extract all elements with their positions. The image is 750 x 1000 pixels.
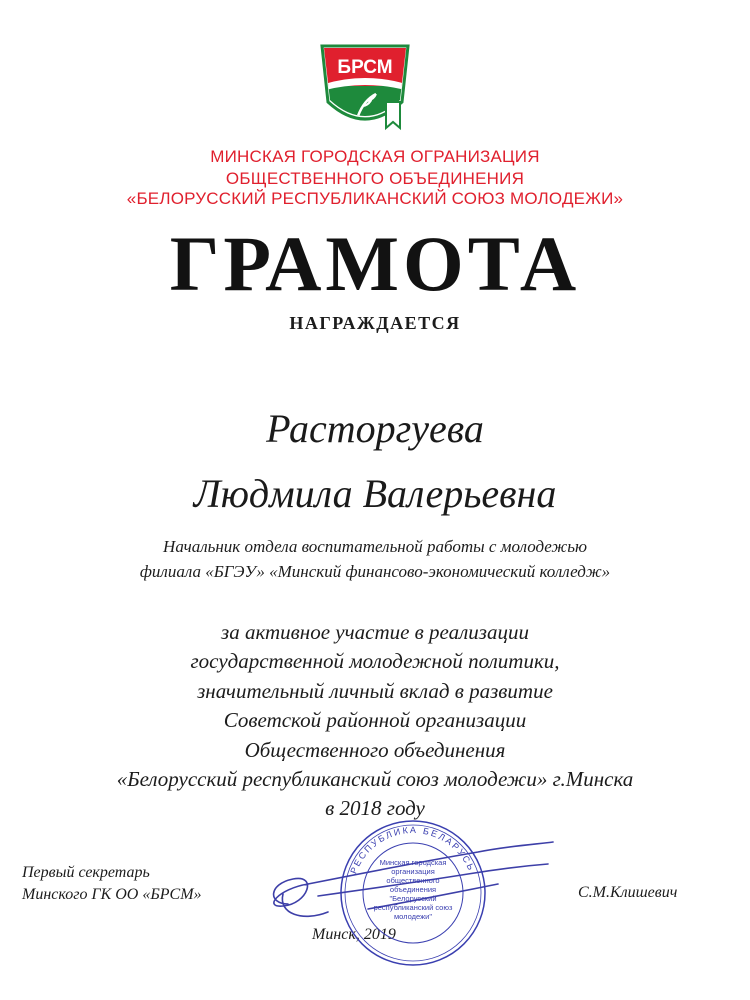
recipient-given-name: Людмила Валерьевна [193, 471, 557, 516]
stamp-center-text: Минская городская организация общественного объединения "Белорусский республиканский союз молодежи" [373, 858, 453, 921]
signatory-title-line-2: Минского ГК ОО «БРСМ» [22, 886, 202, 903]
organization-line-1: МИНСКАЯ ГОРОДСКАЯ ОГРАНИЗАЦИЯ [210, 147, 540, 166]
reason-line: Общественного объединения [244, 738, 506, 762]
recipient-surname: Расторгуева [266, 406, 484, 451]
signatory-title-line-1: Первый секретарь [22, 864, 150, 881]
reason-line: государственной молодежной политики, [190, 649, 560, 673]
reason-line: «Белорусский республиканский союз молодежи» г.Минска [116, 767, 634, 791]
recipient-position-line-1: Начальник отдела воспитательной работы с молодежью [163, 537, 587, 556]
reason-line: в 2018 году [325, 796, 425, 820]
reason-line: значительный личный вклад в развитие [197, 679, 553, 703]
logo-text: БРСМ [337, 57, 393, 78]
certificate-title: ГРАМОТА [169, 220, 581, 307]
brsm-emblem-icon [318, 40, 412, 136]
signatory-name: С.М.Клишевич [578, 884, 678, 901]
official-stamp [338, 818, 488, 968]
reason-line: за активное участие в реализации [221, 620, 529, 644]
recipient-position-line-2: филиала «БГЭУ» «Минский финансово-экономический колледж» [139, 562, 611, 581]
stamp-ring-text: РЕСПУБЛИКА БЕЛАРУСЬ [348, 824, 477, 876]
reason-line: Советской районной организации [223, 708, 527, 732]
organization-line-2: ОБЩЕСТВЕННОГО ОБЪЕДИНЕНИЯ [225, 169, 525, 188]
awarded-label: НАГРАЖДАЕТСЯ [289, 313, 461, 333]
place-and-date: Минск, 2019 [312, 926, 396, 943]
organization-line-3: «БЕЛОРУССКИЙ РЕСПУБЛИКАНСКИЙ СОЮЗ МОЛОДЕЖИ» [126, 189, 624, 208]
